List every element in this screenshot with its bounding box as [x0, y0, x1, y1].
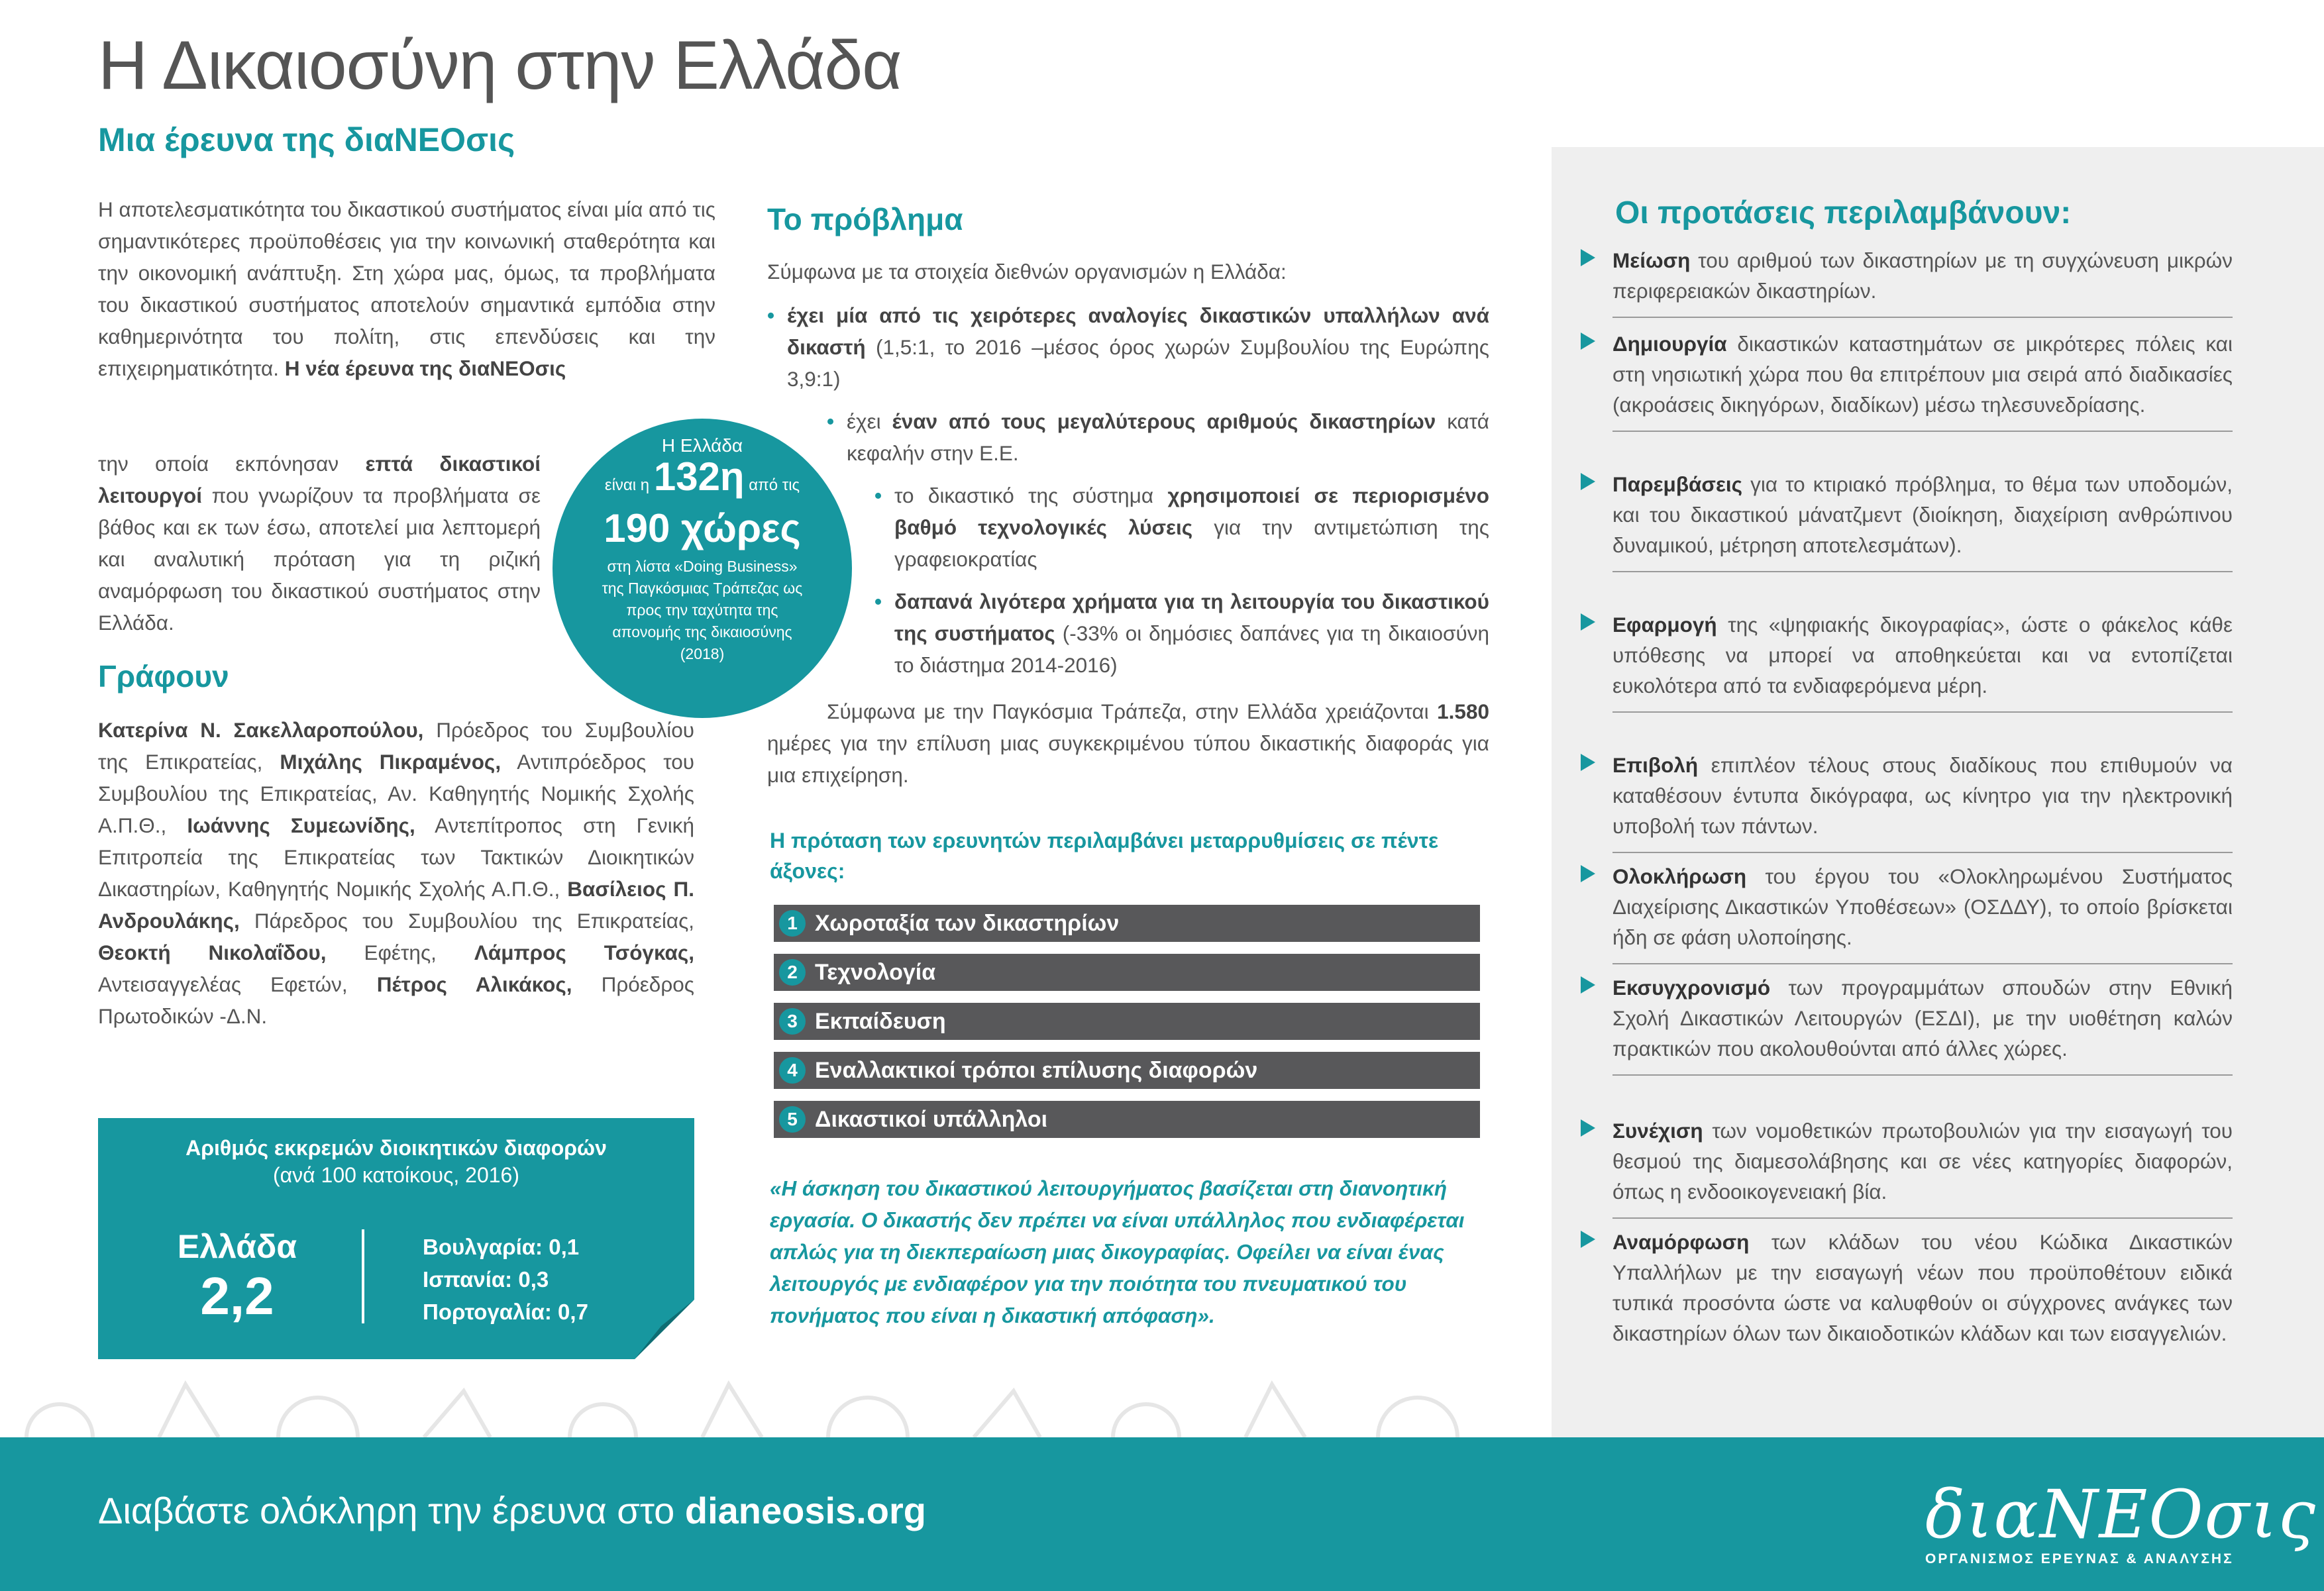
proposal-text: δικαστικών καταστημάτων σε μικρότερες πόλεις και στη νησιωτική χώρα που θα επιτρέπουν μια σειρά από διαδικασίες (ακροάσεις δικηγόρων, διαδίκων) μέσω τηλεσυνεδρίασης.: [1612, 332, 2233, 417]
problem-bullet-1: [767, 299, 1489, 395]
stats-comparisons: [423, 1231, 588, 1328]
problem-b1-rest: (1,5:1, το 2016 –μέσος όρος χωρών Συμβουλίου της Ευρώπης 3,9:1): [787, 335, 1489, 391]
page-subtitle: Μια έρευνα της διαΝΕΟσις: [98, 121, 515, 158]
problem-wb-pre: Σύμφωνα με την Παγκόσμια Τράπεζα, στην Ελλάδα χρειάζονται: [827, 699, 1429, 723]
bubble-pre: είναι η: [604, 476, 650, 494]
problem-bullet-3: [874, 480, 1489, 575]
proposal-item: [1612, 1227, 2233, 1359]
logo-tagline: ΟΡΓΑΝΙΣΜΟΣ ΕΡΕΥΝΑΣ & ΑΝΑΛΥΣΗΣ: [1925, 1551, 2234, 1566]
triangle-bullet-icon: [1581, 976, 1595, 994]
proposal-item: [1612, 469, 2233, 572]
stats-portugal: Πορτογαλία: 0,7: [423, 1300, 588, 1324]
bullet-dot: •: [767, 303, 775, 327]
writer-name: Κατερίνα Ν. Σακελλαροπούλου,: [98, 718, 424, 742]
stats-main-value: 2,2: [200, 1266, 274, 1325]
intro-text-2b: που γνωρίζουν τα προβλήματα σε βάθος και εκ των έσω, αποτελεί μια λεπτομερή και αναλυτική πρόταση για τη ριζική αναμόρφωση του δικαστικού συστήματος στην Ελλάδα.: [98, 484, 541, 635]
writer-role: Πρόεδρος Πρωτοδικών -Δ.Ν.: [98, 972, 694, 1028]
bullet-dot: •: [827, 409, 835, 433]
intro-paragraph-top: [98, 193, 715, 384]
writer-name: Λάμπρος Τσόγκας,: [474, 941, 694, 964]
bubble-countries: 190 χώρες: [604, 506, 801, 550]
triangle-bullet-icon: [1581, 1231, 1595, 1248]
proposal-bold: Αναμόρφωση: [1612, 1230, 1750, 1254]
stats-divider: [362, 1229, 364, 1323]
judge-quote: «Η άσκηση του δικαστικού λειτουργήματος βασίζεται στη διανοητική εργασία. Ο δικαστής δεν πρέπει να είναι υπάλληλος που ενδιαφέρεται απλώς για τη διεκπεραίωση μιας δικογραφίας. Οφείλει να είναι ένας λειτουργός με ενδιαφέρον για την ποιότητα του πνευματικού του πονήματος που είναι η δικαστική απόφαση».: [770, 1176, 1465, 1327]
bubble-post: από τις: [749, 476, 800, 494]
problem-heading: Το πρόβλημα: [767, 202, 963, 236]
problem-bullet-2: [827, 405, 1489, 469]
proposal-bold: Δημιουργία: [1612, 332, 1727, 356]
triangle-bullet-icon: [1581, 865, 1595, 882]
writer-role: Αντιπρόεδρος του Συμβουλίου της Επικρατείας, Αν. Καθηγητής Νομικής Σχολής Α.Π.Θ.,: [98, 750, 694, 837]
decorative-pattern: [0, 1364, 1552, 1437]
writer-name: Μιχάλης Πικραμένος,: [280, 750, 502, 774]
stats-subheading: (ανά 100 κατοίκους, 2016): [273, 1163, 519, 1187]
axis-bar-1: [774, 905, 1480, 942]
proposal-bold: Εφαρμογή: [1612, 613, 1717, 637]
intro-paragraph-bottom: [98, 448, 541, 639]
axis-number: 5: [779, 1106, 806, 1133]
stats-main-label: Ελλάδα: [177, 1228, 297, 1265]
writer-role: Πάρεδρος του Συμβουλίου της Επικρατείας,: [254, 909, 694, 933]
proposal-text: του αριθμού των δικαστηρίων με τη συγχώνευση μικρών περιφερειακών δικαστηρίων.: [1612, 248, 2233, 303]
writers-list: [98, 714, 694, 1032]
problem-b2-rest: κατά κεφαλήν στην Ε.Ε.: [847, 409, 1489, 465]
problem-worldbank: [767, 695, 1489, 791]
triangle-bullet-icon: [1581, 754, 1595, 771]
problem-b4-bold: δαπανά λιγότερα χρήματα για τη λειτουργία του δικαστικού της συστήματος: [894, 590, 1489, 645]
triangle-bullet-icon: [1581, 613, 1595, 631]
proposal-bold: Εκσυγχρονισμό: [1612, 976, 1771, 1000]
intro-text-2a: την οποία εκπόνησαν: [98, 452, 339, 476]
bullet-dot: •: [874, 484, 882, 507]
problem-b2-bold: έναν από τους μεγαλύτερους αριθμούς δικαστηρίων: [892, 409, 1436, 433]
axis-bar-3: [774, 1003, 1480, 1040]
axis-bar-5: [774, 1101, 1480, 1138]
proposal-text: επιπλέον τέλους στους διαδίκους που επιθυμούν να καταθέσουν έντυπα δικόγραφα, ως κίνητρο για την ηλεκτρονική υποβολή των πάντων.: [1612, 753, 2233, 838]
proposal-item: [1612, 861, 2233, 964]
problem-wb-bold: 1.580: [1437, 699, 1489, 723]
proposals-heading: Οι προτάσεις περιλαμβάνουν:: [1615, 195, 2072, 231]
proposal-item: [1612, 1115, 2233, 1219]
intro-text: Η αποτελεσματικότητα του δικαστικού συστήματος είναι μία από τις σημαντικότερες προϋποθέσεις για την κοινωνική σταθερότητα και την οικονομική ανάπτυξη. Στη χώρα μας, όμως, τα προβλήματα του δικαστικού συστήματος αποτελούν σημαντικά εμπόδια στην καθημερινότητα του πολίτη, στις επενδύσεις και την επιχειρηματικότητα.: [98, 197, 715, 380]
axis-label: Εκπαίδευση: [815, 1008, 946, 1034]
axis-number: 4: [779, 1057, 806, 1084]
stats-heading: Αριθμός εκκρεμών διοικητικών διαφορών: [185, 1136, 607, 1160]
proposal-text: των κλάδων του νέου Κώδικα Δικαστικών Υπαλλήλων με την εισαγωγή νέων που προϋποθέτουν ειδικά τυπικά προσόντα ώστε να καλυφθούν οι σύγχρονες ανάγκες των δικαστηρίων όλων των δικαιοδοτικών κλάδων και των εισαγγελιών.: [1612, 1230, 2233, 1345]
problem-bullet-4: [874, 586, 1489, 681]
triangle-bullet-icon: [1581, 473, 1595, 490]
axis-bar-4: [774, 1052, 1480, 1089]
proposal-text: της «ψηφιακής δικογραφίας», ώστε ο φάκελος κάθε υπόθεσης να μπορεί να αποθηκεύεται και να εντοπίζεται ευκολότερα από τα ενδιαφερόμενα μέρη.: [1612, 613, 2233, 697]
bubble-line1: Η Ελλάδα: [661, 435, 743, 456]
triangle-bullet-icon: [1581, 249, 1595, 266]
proposal-item: [1612, 750, 2233, 853]
stats-main: [164, 1227, 310, 1326]
page-title: Η Δικαιοσύνη στην Ελλάδα: [98, 27, 902, 104]
axis-label: Τεχνολογία: [815, 959, 936, 985]
axis-number: 1: [779, 910, 806, 937]
footer-text: Διαβάστε ολόκληρη την έρευνα στο: [98, 1490, 675, 1531]
intro-bold: Η νέα έρευνα της διαΝΕΟσις: [284, 356, 566, 380]
problem-b3-pre: το δικαστικό της σύστημα: [894, 484, 1154, 507]
writer-role: Εφέτης,: [364, 941, 437, 964]
proposal-item: [1612, 972, 2233, 1076]
proposal-bold: Ολοκλήρωση: [1612, 864, 1747, 888]
writers-heading: Γράφουν: [98, 659, 229, 693]
problem-b4-rest: (-33% οι δημόσιες δαπάνες για τη δικαιοσύνη το διάστημα 2014-2016): [894, 621, 1489, 677]
proposal-text: των νομοθετικών πρωτοβουλιών για την εισαγωγή του θεσμού της διαμεσολάβησης και σε νέες κατηγορίες διαφορών, όπως η ενδοοικογενειακή βία.: [1612, 1119, 2233, 1204]
proposal-bold: Παρεμβάσεις: [1612, 472, 1743, 496]
proposal-bold: Μείωση: [1612, 248, 1691, 272]
stats-box: [98, 1118, 694, 1359]
problem-wb-rest: ημέρες για την επίλυση μιας συγκεκριμένου τύπου δικαστικής διαφοράς για μια επιχείρηση.: [767, 731, 1489, 787]
stats-spain: Ισπανία: 0,3: [423, 1267, 549, 1292]
intro-bold-2: επτά δικαστικοί λειτουργοί: [98, 452, 541, 507]
proposal-item: [1612, 609, 2233, 713]
writer-role: Αντεισαγγελέας Εφετών,: [98, 972, 348, 996]
proposal-item: [1612, 329, 2233, 432]
stats-bulgaria: Βουλγαρία: 0,1: [423, 1235, 580, 1259]
proposal-item: [1612, 245, 2233, 318]
problem-b2-pre: έχει: [847, 409, 881, 433]
writer-role: Αντεπίτροπος στη Γενική Επιτροπεία της Επικρατείας των Τακτικών Διοικητικών Δικαστηρίων, Καθηγητής Νομικής Σχολής Α.Π.Θ.,: [98, 813, 695, 901]
problem-b1-bold: έχει μία από τις χειρότερες αναλογίες δικαστικών υπαλλήλων ανά δικαστή: [787, 303, 1489, 359]
proposal-text: των προγραμμάτων σπουδών στην Εθνική Σχολή Δικαστικών Λειτουργών (ΕΣΔΙ), με την υιοθέτηση καλών πρακτικών που ακολουθούνται από άλλες χώρες.: [1612, 976, 2233, 1060]
writer-role: Πρόεδρος του Συμβουλίου της Επικρατείας,: [98, 718, 694, 774]
axis-label: Δικαστικοί υπάλληλοι: [815, 1106, 1048, 1132]
axis-number: 2: [779, 959, 806, 986]
axis-label: Εναλλακτικοί τρόποι επίλυσης διαφορών: [815, 1057, 1258, 1083]
problem-intro: Σύμφωνα με τα στοιχεία διεθνών οργανισμών η Ελλάδα:: [767, 260, 1287, 283]
proposal-text: για το κτιριακό πρόβλημα, το θέμα των υποδομών, και του δικαστικού μάνατζμεντ (διοίκηση, διαχείριση ανθρώπινου δυναμικού, μέτρηση αποτελεσμάτων).: [1612, 472, 2233, 557]
bubble-description: στη λίστα «Doing Business» της Παγκόσμιας Τράπεζας ως προς την ταχύτητα της απονομής της δικαιοσύνης (2018): [602, 558, 803, 662]
page-curl-icon: [635, 1300, 694, 1359]
dianeosis-logo: διαΝΕΟσις: [1925, 1476, 2317, 1553]
bubble-rank: 132η: [653, 454, 745, 499]
axes-heading: Η πρόταση των ερευνητών περιλαμβάνει μεταρρυθμίσεις σε πέντε άξονες:: [770, 829, 1439, 883]
proposal-text: του έργου του «Ολοκληρωμένου Συστήματος Διαχείρισης Δικαστικών Υποθέσεων» (ΟΣΔΔΥ), το οποίο βρίσκεται ήδη σε φάση υλοποίησης.: [1612, 864, 2233, 949]
axis-label: Χωροταξία των δικαστηρίων: [815, 910, 1120, 936]
bullet-dot: •: [874, 590, 882, 613]
problem-b3-bold: χρησιμοποιεί σε περιορισμένο βαθμό τεχνολογικές λύσεις: [894, 484, 1489, 539]
writer-name: Βασίλειος Π. Ανδρουλάκης,: [98, 877, 694, 933]
proposal-bold: Επιβολή: [1612, 753, 1699, 777]
triangle-bullet-icon: [1581, 1119, 1595, 1137]
writer-name: Ιωάννης Συμεωνίδης,: [187, 813, 415, 837]
ranking-bubble: [553, 419, 852, 718]
footer-cta: [98, 1489, 926, 1532]
writer-name: Πέτρος Αλικάκος,: [376, 972, 572, 996]
triangle-bullet-icon: [1581, 333, 1595, 350]
axis-number: 3: [779, 1008, 806, 1035]
footer-link[interactable]: dianeosis.org: [684, 1490, 926, 1531]
problem-b3-rest: για την αντιμετώπιση της γραφειοκρατίας: [894, 515, 1489, 571]
writer-name: Θεοκτή Νικολαΐδου,: [98, 941, 327, 964]
axis-bar-2: [774, 954, 1480, 991]
proposal-bold: Συνέχιση: [1612, 1119, 1703, 1143]
